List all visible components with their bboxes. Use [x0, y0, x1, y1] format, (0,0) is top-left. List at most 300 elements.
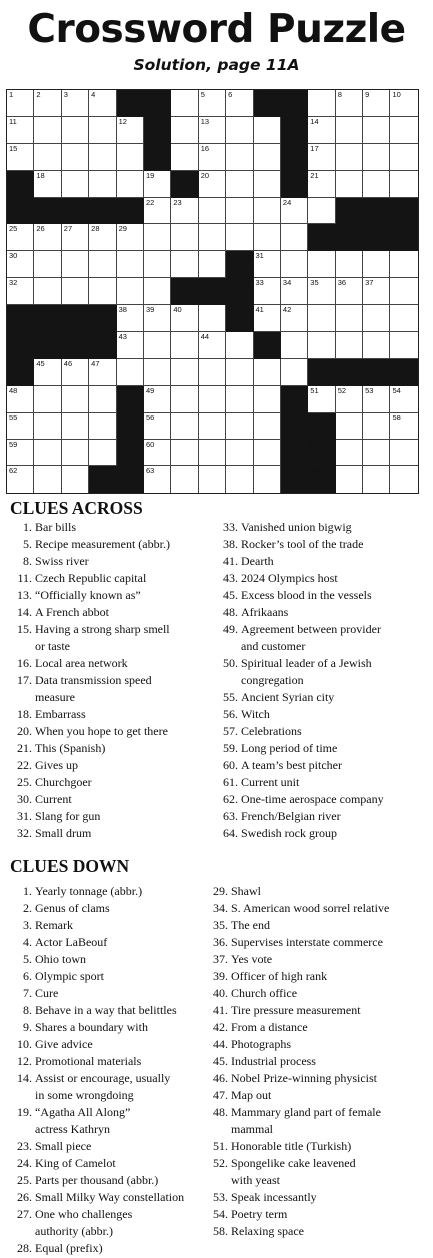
grid-cell[interactable]	[199, 386, 226, 413]
clue-item	[15, 655, 170, 672]
grid-cell[interactable]	[199, 305, 226, 332]
grid-cell[interactable]	[363, 251, 390, 278]
grid-cell[interactable]	[7, 386, 34, 413]
grid-cell[interactable]	[62, 440, 89, 467]
clue-text: Dearth	[241, 554, 274, 568]
grid-cell[interactable]	[336, 440, 363, 467]
grid-cell[interactable]	[226, 171, 253, 198]
grid-cell[interactable]	[171, 440, 198, 467]
grid-cell[interactable]	[117, 251, 144, 278]
cell-number: 53	[365, 385, 374, 395]
grid-cell[interactable]	[144, 171, 171, 198]
grid-cell[interactable]	[117, 224, 144, 251]
clue-text: Small Milky Way constellation	[35, 1190, 185, 1204]
grid-cell[interactable]	[144, 440, 171, 467]
grid-cell[interactable]	[144, 251, 171, 278]
grid-cell[interactable]	[199, 171, 226, 198]
grid-cell[interactable]	[336, 117, 363, 144]
grid-cell[interactable]	[199, 413, 226, 440]
grid-block	[281, 117, 308, 144]
grid-block	[390, 359, 417, 386]
grid-cell[interactable]	[226, 144, 253, 171]
clue-text: Local area network	[35, 656, 128, 670]
clue-item	[211, 985, 389, 1002]
clue-number: 21.	[17, 741, 32, 755]
grid-cell[interactable]	[363, 144, 390, 171]
grid-cell[interactable]	[336, 278, 363, 305]
grid-cell[interactable]	[7, 144, 34, 171]
grid-cell[interactable]	[308, 90, 335, 117]
grid-cell[interactable]	[308, 198, 335, 225]
grid-cell[interactable]	[308, 144, 335, 171]
clue-number: 43.	[223, 571, 238, 585]
across-heading: CLUES ACROSS	[10, 498, 143, 518]
grid-cell[interactable]	[390, 278, 417, 305]
clue-number: 17.	[17, 673, 32, 687]
clue-number: 16.	[17, 656, 32, 670]
grid-cell[interactable]	[89, 440, 116, 467]
clue-item	[15, 900, 184, 917]
clue-text: Map out	[231, 1088, 272, 1102]
grid-cell[interactable]	[281, 251, 308, 278]
clue-number: 41.	[213, 1003, 228, 1017]
clue-item	[15, 1240, 184, 1257]
grid-cell[interactable]	[254, 440, 281, 467]
clue-number: 45.	[213, 1054, 228, 1068]
clue-item	[15, 1070, 184, 1104]
grid-cell[interactable]	[254, 171, 281, 198]
grid-cell[interactable]	[281, 305, 308, 332]
grid-cell[interactable]	[226, 332, 253, 359]
clue-item	[211, 1053, 389, 1070]
grid-cell[interactable]	[34, 90, 61, 117]
grid-cell[interactable]	[171, 305, 198, 332]
grid-cell[interactable]	[34, 144, 61, 171]
clue-number: 41.	[223, 554, 238, 568]
grid-cell[interactable]	[7, 117, 34, 144]
clue-number: 14.	[17, 1071, 32, 1085]
grid-cell[interactable]	[363, 466, 390, 493]
grid-cell[interactable]	[226, 359, 253, 386]
grid-cell[interactable]	[144, 466, 171, 493]
grid-cell[interactable]	[34, 413, 61, 440]
grid-cell[interactable]	[226, 90, 253, 117]
grid-cell[interactable]	[7, 440, 34, 467]
grid-cell[interactable]	[226, 198, 253, 225]
clue-number: 40.	[213, 986, 228, 1000]
grid-cell[interactable]	[171, 144, 198, 171]
grid-cell[interactable]	[144, 413, 171, 440]
grid-cell[interactable]	[308, 386, 335, 413]
cell-number: 24	[282, 197, 292, 207]
grid-cell[interactable]	[390, 144, 417, 171]
grid-block	[7, 198, 34, 225]
grid-cell[interactable]	[34, 466, 61, 493]
cell-number: 58	[392, 412, 401, 422]
crossword-grid	[6, 89, 419, 494]
cell-number: 33	[255, 278, 264, 288]
grid-cell[interactable]	[308, 117, 335, 144]
grid-cell[interactable]	[390, 90, 417, 117]
clue-item	[15, 1036, 184, 1053]
grid-cell[interactable]	[390, 332, 417, 359]
grid-cell[interactable]	[34, 117, 61, 144]
clue-number: 52.	[213, 1156, 228, 1170]
clue-text: Church office	[231, 986, 298, 1000]
grid-block	[117, 386, 144, 413]
clue-item	[221, 689, 384, 706]
grid-cell[interactable]	[34, 386, 61, 413]
grid-cell[interactable]	[89, 144, 116, 171]
grid-cell[interactable]	[62, 224, 89, 251]
grid-cell[interactable]	[89, 117, 116, 144]
grid-cell[interactable]	[199, 466, 226, 493]
clue-number: 5.	[23, 537, 32, 551]
clue-text: Agreement between provider	[241, 622, 381, 636]
grid-cell[interactable]	[254, 413, 281, 440]
grid-cell[interactable]	[171, 332, 198, 359]
grid-block	[363, 224, 390, 251]
clue-number: 34.	[213, 901, 228, 915]
grid-cell[interactable]	[117, 117, 144, 144]
grid-cell[interactable]	[89, 171, 116, 198]
cell-number: 41	[255, 305, 264, 315]
grid-cell[interactable]	[199, 90, 226, 117]
clue-number: 61.	[223, 775, 238, 789]
grid-cell[interactable]	[89, 413, 116, 440]
clue-text: Honorable title (Turkish)	[231, 1139, 352, 1153]
grid-cell[interactable]	[363, 386, 390, 413]
grid-cell[interactable]	[144, 359, 171, 386]
grid-block	[226, 305, 253, 332]
clue-text: Swedish rock group	[241, 826, 337, 840]
clue-number: 19.	[17, 1105, 32, 1119]
grid-cell[interactable]	[7, 251, 34, 278]
grid-cell[interactable]	[363, 278, 390, 305]
grid-cell[interactable]	[144, 305, 171, 332]
grid-cell[interactable]	[336, 386, 363, 413]
grid-cell[interactable]	[7, 224, 34, 251]
grid-cell[interactable]	[254, 198, 281, 225]
cell-number: 6	[228, 90, 233, 99]
clue-number: 59.	[223, 741, 238, 755]
cell-number: 11	[9, 116, 17, 126]
grid-cell[interactable]	[7, 278, 34, 305]
grid-cell[interactable]	[34, 224, 61, 251]
clue-item	[211, 1138, 389, 1155]
grid-cell[interactable]	[89, 251, 116, 278]
grid-cell[interactable]	[226, 224, 253, 251]
clue-item	[15, 934, 184, 951]
grid-cell[interactable]	[62, 251, 89, 278]
grid-cell[interactable]	[390, 440, 417, 467]
grid-cell[interactable]	[199, 224, 226, 251]
clue-text: Celebrations	[241, 724, 302, 738]
clue-text: A French abbot	[35, 605, 109, 619]
grid-cell[interactable]	[89, 386, 116, 413]
clue-text: Remark	[35, 918, 73, 932]
grid-cell[interactable]	[7, 90, 34, 117]
grid-cell[interactable]	[226, 440, 253, 467]
cell-number: 14	[310, 116, 319, 126]
grid-cell[interactable]	[199, 359, 226, 386]
grid-cell[interactable]	[363, 117, 390, 144]
grid-cell[interactable]	[254, 278, 281, 305]
grid-cell[interactable]	[226, 386, 253, 413]
clue-item	[221, 519, 384, 536]
grid-cell[interactable]	[336, 251, 363, 278]
grid-cell[interactable]	[336, 332, 363, 359]
grid-cell[interactable]	[117, 359, 144, 386]
grid-cell[interactable]	[117, 305, 144, 332]
grid-cell[interactable]	[89, 359, 116, 386]
grid-block	[62, 332, 89, 359]
grid-cell[interactable]	[34, 171, 61, 198]
grid-cell[interactable]	[7, 413, 34, 440]
clue-text: Tire pressure measurement	[231, 1003, 361, 1017]
grid-cell[interactable]	[254, 251, 281, 278]
grid-cell[interactable]	[281, 198, 308, 225]
grid-cell[interactable]	[254, 144, 281, 171]
grid-cell[interactable]	[308, 171, 335, 198]
cell-number: 57	[310, 412, 319, 422]
grid-cell[interactable]	[390, 413, 417, 440]
grid-cell[interactable]	[308, 251, 335, 278]
clue-number: 13.	[17, 588, 32, 602]
clue-text: Yearly tonnage (abbr.)	[35, 884, 143, 898]
grid-cell[interactable]	[254, 386, 281, 413]
clue-text: Swiss river	[35, 554, 89, 568]
clue-item	[211, 1223, 389, 1240]
grid-cell[interactable]	[62, 90, 89, 117]
clue-item	[221, 723, 384, 740]
cell-number: 4	[91, 90, 96, 99]
grid-cell[interactable]	[281, 278, 308, 305]
clue-item	[211, 951, 389, 968]
clue-text: The end	[231, 918, 270, 932]
grid-cell[interactable]	[89, 90, 116, 117]
grid-cell[interactable]	[336, 90, 363, 117]
clue-text: Long period of time	[241, 741, 338, 755]
cell-number: 29	[118, 224, 127, 234]
grid-cell[interactable]	[144, 332, 171, 359]
grid-cell[interactable]	[144, 278, 171, 305]
grid-cell[interactable]	[171, 90, 198, 117]
grid-cell[interactable]	[281, 359, 308, 386]
cell-number: 23	[173, 197, 182, 207]
grid-cell[interactable]	[117, 144, 144, 171]
grid-cell[interactable]	[336, 466, 363, 493]
clue-text: Czech Republic capital	[35, 571, 147, 585]
grid-cell[interactable]	[308, 278, 335, 305]
grid-cell[interactable]	[390, 171, 417, 198]
grid-block	[171, 171, 198, 198]
grid-cell[interactable]	[336, 413, 363, 440]
grid-block	[281, 90, 308, 117]
clue-item	[15, 825, 170, 842]
grid-cell[interactable]	[171, 359, 198, 386]
grid-cell[interactable]	[62, 466, 89, 493]
grid-cell[interactable]	[34, 278, 61, 305]
grid-block	[281, 440, 308, 467]
grid-cell[interactable]	[390, 251, 417, 278]
grid-cell[interactable]	[117, 171, 144, 198]
clue-text: Cure	[35, 986, 59, 1000]
clue-number: 30.	[17, 792, 32, 806]
cell-number: 48	[9, 385, 18, 395]
grid-cell[interactable]	[62, 117, 89, 144]
grid-cell[interactable]	[254, 117, 281, 144]
grid-cell[interactable]	[226, 413, 253, 440]
clue-number: 15.	[17, 622, 32, 636]
grid-cell[interactable]	[171, 198, 198, 225]
grid-cell[interactable]	[171, 386, 198, 413]
clue-item	[211, 883, 389, 900]
clue-item	[15, 723, 170, 740]
cell-number: 63	[145, 466, 155, 476]
grid-cell[interactable]	[363, 90, 390, 117]
grid-cell[interactable]	[390, 466, 417, 493]
grid-cell[interactable]	[363, 171, 390, 198]
cell-number: 50	[282, 385, 292, 395]
clue-text: Assist or encourage, usually	[35, 1071, 171, 1085]
clue-text: Parts per thousand (abbr.)	[35, 1173, 159, 1187]
grid-block	[34, 332, 61, 359]
cell-number: 9	[365, 90, 370, 99]
grid-cell[interactable]	[281, 224, 308, 251]
grid-block	[336, 359, 363, 386]
clue-number: 42.	[213, 1020, 228, 1034]
grid-cell[interactable]	[363, 332, 390, 359]
grid-block	[171, 278, 198, 305]
clue-number: 45.	[223, 588, 238, 602]
grid-cell[interactable]	[308, 332, 335, 359]
grid-cell[interactable]	[62, 359, 89, 386]
grid-cell[interactable]	[199, 440, 226, 467]
grid-cell[interactable]	[254, 305, 281, 332]
cell-number: 43	[118, 332, 127, 342]
clue-item	[221, 774, 384, 791]
grid-cell[interactable]	[144, 198, 171, 225]
grid-cell[interactable]	[62, 144, 89, 171]
clue-number: 9.	[23, 1020, 32, 1034]
grid-cell[interactable]	[363, 305, 390, 332]
grid-cell[interactable]	[226, 117, 253, 144]
grid-cell[interactable]	[62, 386, 89, 413]
grid-cell[interactable]	[363, 413, 390, 440]
grid-cell[interactable]	[254, 466, 281, 493]
grid-cell[interactable]	[34, 440, 61, 467]
grid-cell[interactable]	[390, 305, 417, 332]
clue-item	[15, 1019, 184, 1036]
clue-item	[211, 1087, 389, 1104]
grid-cell[interactable]	[336, 144, 363, 171]
grid-cell[interactable]	[199, 144, 226, 171]
grid-cell[interactable]	[363, 440, 390, 467]
grid-cell[interactable]	[226, 466, 253, 493]
grid-block	[89, 305, 116, 332]
grid-cell[interactable]	[117, 278, 144, 305]
cell-number: 36	[337, 278, 347, 288]
clue-item	[221, 740, 384, 757]
clue-item	[15, 587, 170, 604]
clue-item	[15, 1002, 184, 1019]
grid-cell[interactable]	[62, 278, 89, 305]
grid-cell[interactable]	[171, 466, 198, 493]
grid-block	[62, 305, 89, 332]
clue-text: Genus of clams	[35, 901, 110, 915]
cell-number: 49	[145, 385, 155, 395]
grid-cell[interactable]	[7, 466, 34, 493]
clue-text: Recipe measurement (abbr.)	[35, 537, 170, 551]
grid-cell[interactable]	[199, 117, 226, 144]
grid-block	[390, 198, 417, 225]
grid-cell[interactable]	[199, 198, 226, 225]
grid-cell[interactable]	[34, 359, 61, 386]
clue-item	[15, 791, 170, 808]
clue-number: 28.	[17, 1241, 32, 1255]
grid-cell[interactable]	[89, 278, 116, 305]
clue-number: 53.	[213, 1190, 228, 1204]
grid-cell[interactable]	[336, 305, 363, 332]
clue-item	[15, 604, 170, 621]
grid-cell[interactable]	[171, 117, 198, 144]
grid-cell[interactable]	[308, 305, 335, 332]
grid-block	[34, 198, 61, 225]
clue-text: Behave in a way that belittles	[35, 1003, 177, 1017]
grid-cell[interactable]	[390, 386, 417, 413]
grid-cell[interactable]	[281, 332, 308, 359]
grid-cell[interactable]	[34, 251, 61, 278]
grid-block	[7, 305, 34, 332]
grid-cell[interactable]	[254, 359, 281, 386]
clue-item	[221, 587, 384, 604]
clue-number: 4.	[23, 935, 32, 949]
grid-cell[interactable]	[144, 224, 171, 251]
clue-text: Supervises interstate commerce	[231, 935, 383, 949]
clue-text: From a distance	[231, 1020, 308, 1034]
clue-text: authority (abbr.)	[35, 1224, 113, 1238]
grid-cell[interactable]	[254, 224, 281, 251]
cell-number: 55	[9, 412, 18, 422]
clue-text: Nobel Prize-winning physicist	[231, 1071, 377, 1085]
clue-text: in some wrongdoing	[35, 1088, 134, 1102]
grid-cell[interactable]	[199, 251, 226, 278]
cell-number: 19	[145, 170, 155, 180]
page-title: Crossword Puzzle	[27, 7, 406, 52]
grid-cell[interactable]	[336, 171, 363, 198]
clue-number: 1.	[23, 520, 32, 534]
clue-item	[15, 951, 184, 968]
cell-number: 32	[9, 278, 18, 288]
grid-cell[interactable]	[199, 332, 226, 359]
clue-item	[211, 900, 389, 917]
clue-text: Rocker’s tool of the trade	[241, 537, 364, 551]
grid-cell[interactable]	[62, 171, 89, 198]
grid-cell[interactable]	[171, 224, 198, 251]
grid-cell[interactable]	[390, 117, 417, 144]
clue-text: “Agatha All Along”	[35, 1105, 131, 1119]
grid-cell[interactable]	[117, 332, 144, 359]
clue-item	[15, 1206, 184, 1240]
grid-cell[interactable]	[171, 413, 198, 440]
clue-item	[221, 825, 384, 842]
grid-cell[interactable]	[89, 224, 116, 251]
grid-cell[interactable]	[62, 413, 89, 440]
clue-text: actress Kathryn	[35, 1122, 110, 1136]
grid-cell[interactable]	[171, 251, 198, 278]
grid-cell[interactable]	[144, 386, 171, 413]
